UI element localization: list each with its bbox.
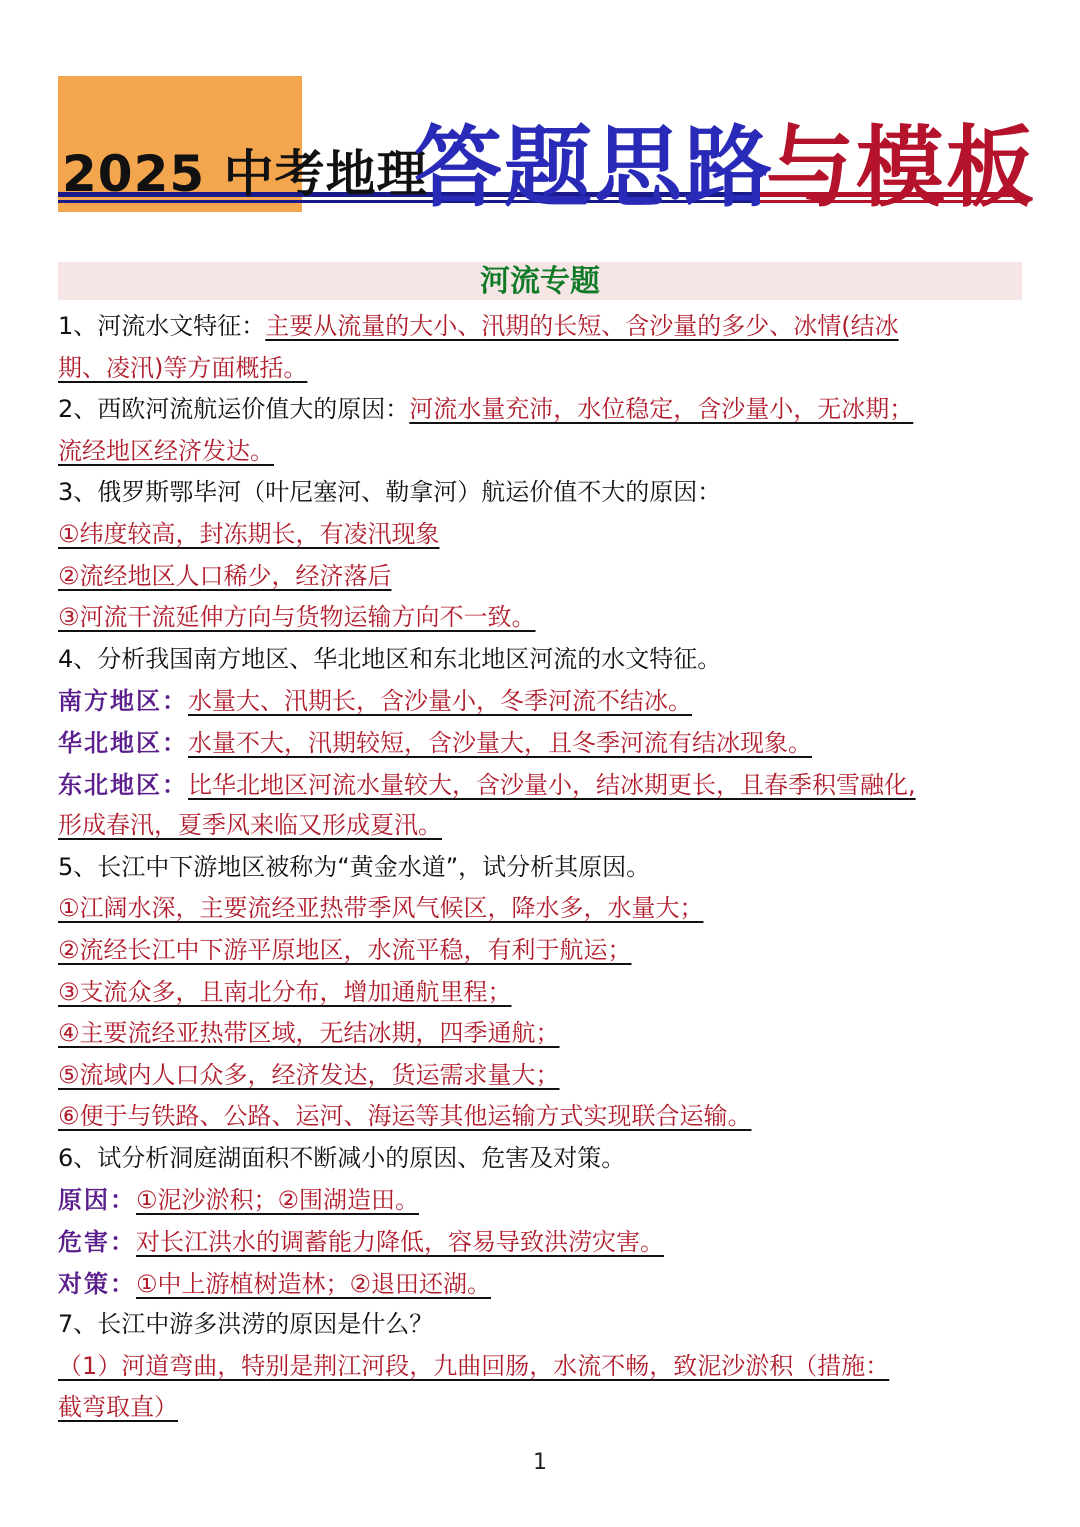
text-line [58,431,1024,473]
text-line [58,1096,1024,1138]
text-line [58,805,1024,847]
text-line [58,888,1024,930]
text-line [58,1221,1024,1263]
text-line [58,680,1024,722]
answer-text: ⑥便于与铁路、公路、运河、海运等其他运输方式实现联合运输。 [58,1102,752,1131]
question-text: 7、长江中游多洪涝的原因是什么？ [58,1310,434,1339]
answer-text: 河流水量充沛，水位稳定，含沙量小，无冰期； [409,395,914,424]
text-line [58,472,1024,514]
question-text: 4、分析我国南方地区、华北地区和东北地区河流的水文特征。 [58,644,722,673]
answer-text: ④主要流经亚热带区域，无结冰期，四季通航； [58,1019,560,1048]
text-line [58,1138,1024,1180]
title-blue-text: 答题思路 [414,116,775,219]
answer-text: ⑤流域内人口众多，经济发达，货运需求量大； [58,1060,560,1089]
section-title: 河流专题 [480,264,600,299]
region-label: 东北地区： [58,769,188,799]
title-year-subject: 2025 中考地理 [62,145,428,203]
text-line [58,1055,1024,1097]
page-number: 1 [533,1450,547,1475]
region-label: 华北地区： [58,727,188,757]
question-text: 3、俄罗斯鄂毕河（叶尼塞河、勒拿河）航运价值不大的原因： [58,478,722,507]
text-line [58,930,1024,972]
text-line [58,1179,1024,1221]
answer-text: （1）河道弯曲，特别是荆江河段，九曲回肠，水流不畅，致泥沙淤积（措施： [58,1351,890,1380]
answer-text: 比华北地区河流水量较大，含沙量小，结冰期更长，且春季积雪融化, [188,770,916,799]
region-label: 原因： [58,1185,136,1215]
question-text: 6、试分析洞庭湖面积不断减小的原因、危害及对策。 [58,1143,626,1172]
text-line [58,722,1024,764]
text-line [58,1013,1024,1055]
answer-text: 水量大、汛期长，含沙量小，冬季河流不结冰。 [188,687,692,716]
text-line [58,1304,1024,1346]
text-line [58,389,1024,431]
answer-text: ①泥沙淤积；②围湖造田。 [136,1186,420,1215]
answer-text: 形成春汛，夏季风来临又形成夏汛。 [58,811,442,840]
text-line [58,514,1024,556]
answer-text: ②流经地区人口稀少，经济落后 [58,561,392,590]
answer-text: ①纬度较高，封冻期长，有凌汛现象 [58,519,440,548]
answer-text: 流经地区经济发达。 [58,436,274,465]
region-label: 南方地区： [58,686,188,716]
answer-text: ②流经长江中下游平原地区，水流平稳，有利于航运； [58,935,632,964]
answer-text: ③河流干流延伸方向与货物运输方向不一致。 [58,603,536,632]
question-text: 2、西欧河流航运价值大的原因： [58,395,410,424]
title-red-text: 与模板 [766,116,1037,219]
answer-text: ①中上游植树造林；②退田还湖。 [136,1269,492,1298]
text-line [58,348,1024,390]
answer-text: 期、凌汛)等方面概括。 [58,353,308,382]
answer-text: 水量不大，汛期较短，含沙量大，且冬季河流有结冰现象。 [188,728,812,757]
question-text: 1、河流水文特征： [58,312,266,340]
answer-text: 主要从流量的大小、汛期的长短、含沙量的多少、冰情(结冰 [265,312,899,340]
content-body [58,306,1024,1429]
section-header [58,262,1022,300]
region-label: 对策： [58,1268,136,1298]
text-line [58,597,1024,639]
answer-text: ③支流众多，且南北分布，增加通航里程； [58,977,512,1006]
text-line [58,1263,1024,1305]
text-line [58,556,1024,598]
question-text: 5、长江中下游地区被称为“黄金水道”，试分析其原因。 [58,852,651,881]
text-line [58,764,1024,806]
text-line [58,306,1024,348]
text-line [58,847,1024,889]
text-line [58,1346,1024,1388]
answer-text: 对长江洪水的调蓄能力降低，容易导致洪涝灾害。 [136,1228,664,1257]
text-line [58,972,1024,1014]
text-line [58,1387,1024,1429]
text-line [58,639,1024,681]
region-label: 危害： [58,1227,136,1257]
answer-text: 截弯取直） [58,1393,178,1422]
title-banner [58,76,1037,219]
answer-text: ①江阔水深，主要流经亚热带季风气候区，降水多，水量大； [58,894,704,923]
